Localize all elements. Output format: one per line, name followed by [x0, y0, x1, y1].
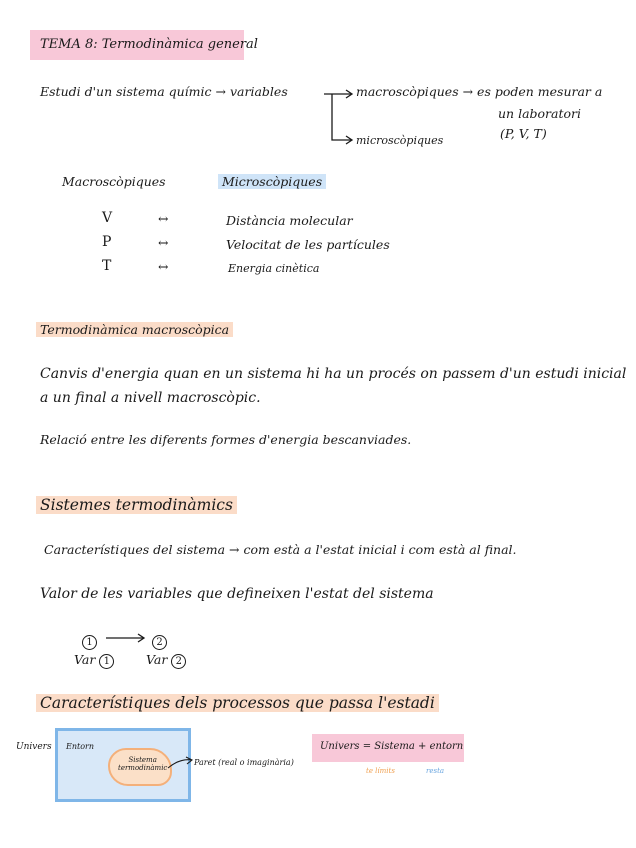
row-macro: V — [102, 210, 113, 226]
univers-label: Univers — [16, 742, 52, 752]
micro-label: microscòpiques — [356, 134, 444, 147]
macro-line1: Canvis d'energia quan en un sistema hi ha un procés on passem d'un estudi inicial — [40, 366, 627, 382]
macro-note2: un laboratori — [498, 106, 582, 121]
paret-label: Paret (real o imaginària) — [194, 758, 294, 767]
header-macro: Macroscòpiques — [62, 174, 166, 189]
macro-label: macroscòpiques — [356, 84, 459, 99]
formula: Univers = Sistema + entorn — [320, 741, 464, 752]
te-limits: te límits — [366, 767, 395, 775]
macro-vars: (P, V, T) — [500, 126, 547, 141]
row-arrow: ↔ — [158, 259, 169, 274]
var1: Var 1 — [74, 652, 114, 669]
row-macro: T — [102, 258, 112, 274]
macro-line3: Relació entre les diferents formes d'energia bescanviades. — [40, 432, 412, 447]
systems-line2: Valor de les variables que defineixen l'estat del sistema — [40, 586, 434, 602]
paret-arrow — [166, 756, 196, 772]
macro-line2: a un final a nivell macroscòpic. — [40, 390, 261, 406]
state1: 1 — [82, 630, 97, 650]
row-arrow: ↔ — [158, 235, 169, 250]
resta: resta — [426, 767, 445, 775]
systems-line1: Característiques del sistema → com està a l'estat inicial i com està al final. — [44, 542, 517, 557]
row-micro: Velocitat de les partícules — [226, 237, 390, 252]
row-micro: Energia cinètica — [228, 262, 320, 275]
row-macro: P — [102, 234, 112, 250]
heading-systems: Sistemes termodinàmics — [36, 496, 237, 514]
state2: 2 — [152, 630, 167, 650]
page-title: TEMA 8: Termodinàmica general — [40, 37, 258, 52]
row-micro: Distància molecular — [226, 213, 353, 228]
intro-arrow: → — [215, 84, 226, 99]
heading-macro: Termodinàmica macroscòpica — [36, 322, 233, 337]
heading-process: Característiques dels processos que passa l'estadi — [36, 694, 439, 712]
intro-variables: variables — [229, 84, 288, 99]
intro-left: Estudi d'un sistema químic — [40, 84, 212, 99]
intro-text — [40, 84, 288, 99]
macro-note: → es poden mesurar a — [462, 84, 603, 99]
header-micro: Microscòpiques — [218, 174, 326, 189]
row-arrow: ↔ — [158, 211, 169, 226]
var2: Var 2 — [146, 652, 186, 669]
system-label: Sistema termodinàmic — [118, 756, 168, 772]
macro-branch — [356, 84, 602, 99]
entorn-label: Entorn — [66, 742, 94, 751]
state-arrow — [104, 632, 148, 644]
